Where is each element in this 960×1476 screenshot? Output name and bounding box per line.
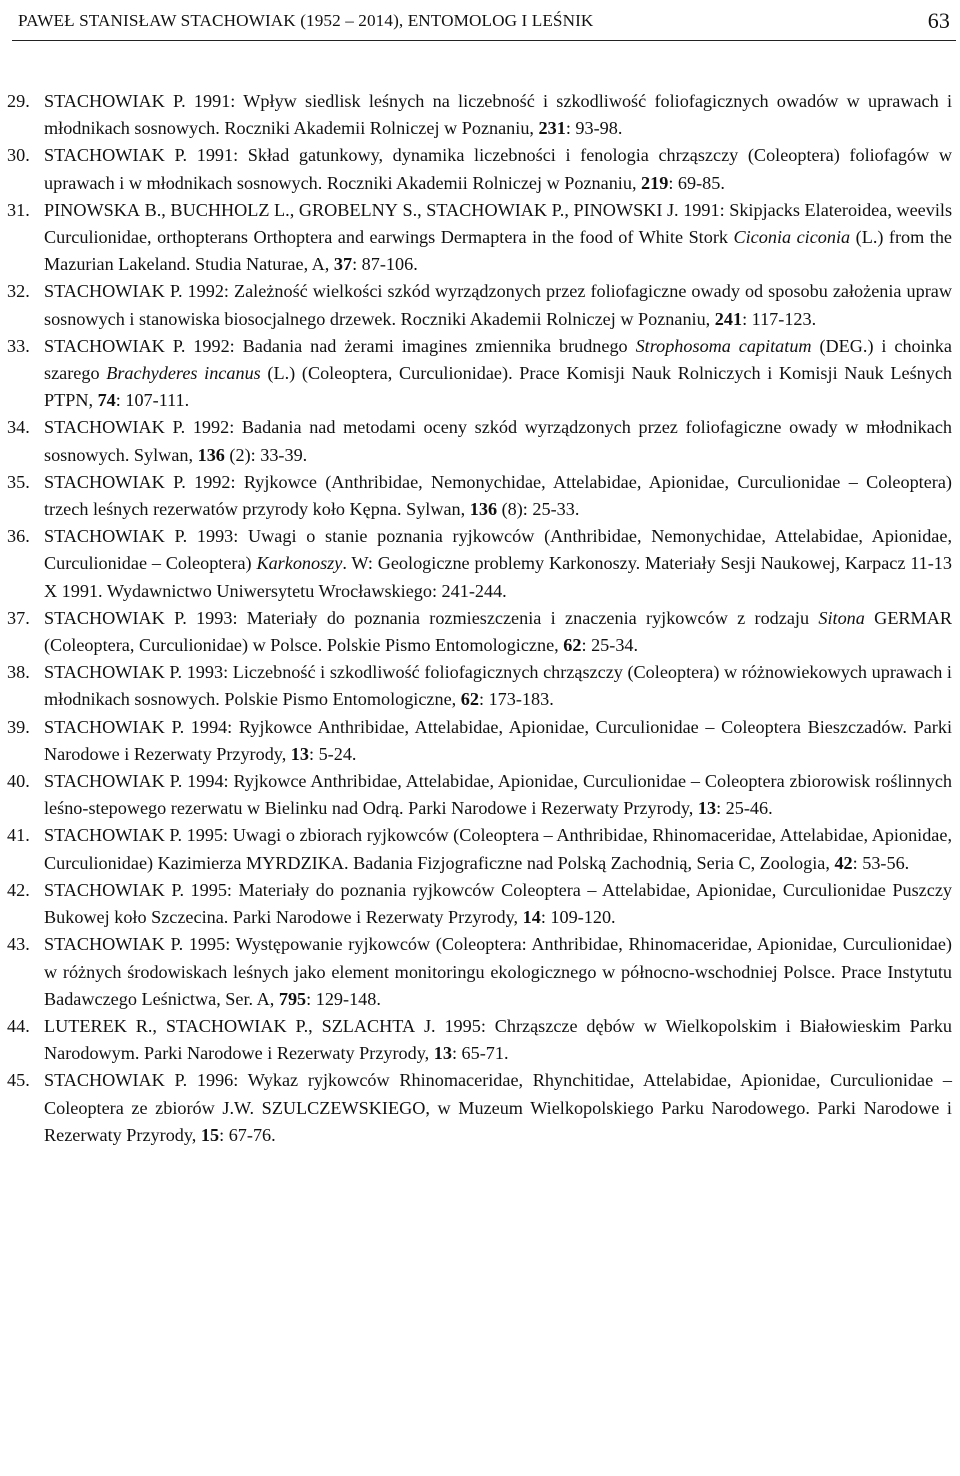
reference-text: , w Muzeum Wielkopolskiego Parku Narodowego. Parki Narodowe i Rezerwaty Przyrody, — [44, 1097, 952, 1145]
reference-number: 43. — [7, 934, 30, 955]
reference-text: TACHOWIAK — [436, 199, 548, 220]
reference-text: S — [44, 417, 55, 438]
running-title: PAWEŁ STANISŁAW STACHOWIAK (1952 – 2014), ENTOMOLOG I LEŚNIK — [18, 11, 594, 30]
reference-number: 36. — [7, 526, 30, 547]
reference-text: 74 — [97, 390, 116, 411]
reference-item — [0, 414, 960, 468]
reference-text: S — [44, 526, 55, 547]
reference-item — [0, 1067, 960, 1149]
reference-text: : 109-120. — [540, 907, 616, 928]
reference-text: S — [44, 825, 55, 846]
reference-text: : 69-85. — [668, 172, 725, 193]
reference-text: TACHOWIAK — [54, 91, 165, 111]
reference-text: P. 1992: Ryjkowce (Anthribidae, Nemonychidae, Attelabidae, Apionidae, Curculionidae – Coleoptera) trzech leśnych rezerwatów przyrody koło Kępna. Sylwan, — [44, 471, 952, 520]
reference-text: UTEREK — [55, 1015, 127, 1036]
reference-text: TACHOWIAK — [54, 771, 165, 792]
reference-text: S — [44, 471, 55, 492]
reference-item — [0, 278, 960, 332]
reference-item — [0, 659, 960, 713]
reference-text: S — [44, 934, 55, 955]
reference-list — [0, 88, 960, 1149]
reference-text: ERMAR — [887, 607, 952, 628]
reference-text: P — [44, 199, 55, 220]
reference-number: 35. — [7, 471, 30, 492]
reference-text: TACHOWIAK — [54, 662, 165, 683]
reference-item — [0, 469, 960, 523]
reference-text: S — [44, 335, 55, 356]
reference-text: : 87-106. — [352, 254, 418, 275]
reference-text: P. 1995: Uwagi o zbiorach ryjkowców (Coleoptera – Anthribidae, Rhinomaceridae, Attelabidae, Apionidae, Curculionidae) Kazimierza M — [44, 825, 952, 873]
reference-text: S — [44, 145, 55, 166]
reference-text: Sitona — [818, 607, 865, 628]
reference-text: (Coleoptera, Curculionidae) w Polsce. Polskie Pismo Entomologiczne, — [44, 635, 564, 656]
reference-number: 38. — [7, 662, 30, 683]
reference-text: J. 1995: Chrząszcze dębów w Wielkopolskim i Białowieskim Parku Narodowym. Parki Narodowe i Rezerwaty Przyrody, — [44, 1015, 953, 1064]
reference-text: 15 — [200, 1124, 220, 1145]
reference-text: P. 1992: Badania nad żerami imagines zmiennika brudnego — [164, 335, 636, 356]
reference-number: 33. — [7, 335, 30, 356]
reference-text: TACHOWIAK — [54, 471, 165, 492]
reference-text: 14 — [522, 907, 541, 928]
reference-item — [0, 197, 960, 279]
reference-text: INOWSKI — [583, 199, 663, 220]
reference-text: . Badania Fizjograficzne nad Polską Zachodnią, Seria C, Zoologia, — [344, 852, 835, 873]
reference-text: S — [44, 281, 55, 302]
reference-item — [0, 605, 960, 659]
reference-text: 231 — [538, 118, 566, 139]
reference-text: R., S — [126, 1015, 176, 1036]
reference-text: TACHOWIAK — [54, 825, 165, 846]
reference-text: ZLACHTA — [331, 1015, 416, 1036]
reference-text: : 53-56. — [852, 852, 910, 873]
reference-text: : 65-71. — [451, 1043, 509, 1064]
reference-text: . W: Geologiczne problemy Karkonoszy. Materiały Sesji Naukowej, Karpacz 11-13 X 1991. Wydawnictwo Uniwersytetu Wrocławskiego: 241-244. — [44, 553, 952, 601]
reference-number: 40. — [7, 771, 30, 792]
reference-text: Brachyderes incanus — [106, 363, 261, 384]
reference-text: TACHOWIAK — [54, 526, 165, 547]
reference-text: P. 1993: Materiały do poznania rozmieszczenia i znaczenia ryjkowców z rodzaju — [164, 607, 819, 628]
reference-text: P. 1993: Uwagi o stanie poznania ryjkowców (Anthribidae, Nemonychidae, Attelabidae, Apionidae, Curculionidae – Coleoptera) — [44, 526, 952, 574]
header-rule — [12, 40, 956, 41]
reference-text: (L.) (Coleoptera, Curculionidae). Prace Komisji Nauk Rolniczych i Komisji Nauk Leśnych PTPN, — [44, 363, 952, 411]
reference-text: P. 1994: Ryjkowce Anthribidae, Attelabidae, Apionidae, Curculionidae – Coleoptera Bieszczadów. Parki Narodowe i Rezerwaty Przyrody, — [44, 716, 952, 764]
reference-text: P. 1992: Zależność wielkości szkód wyrządzonych przez foliofagiczne owady od sposobu założenia upraw sosnowych i stanowiska biosocjalnego drzewek. Roczniki Akademii Rolniczej w Poznaniu, — [44, 281, 952, 329]
reference-text: Ciconia ciconia — [733, 227, 851, 248]
reference-number: 45. — [7, 1070, 30, 1091]
reference-number: 39. — [7, 716, 30, 737]
reference-text: S — [44, 607, 55, 628]
running-header — [18, 4, 952, 38]
reference-text: TACHOWIAK — [54, 607, 165, 628]
reference-number: 31. — [7, 199, 30, 220]
reference-text: 219 — [641, 172, 669, 193]
reference-text: S — [44, 91, 55, 111]
reference-number: 34. — [7, 417, 30, 438]
reference-text: TACHOWIAK — [54, 934, 165, 955]
reference-text: S — [44, 879, 55, 900]
reference-text: 37 — [333, 254, 353, 275]
reference-item — [0, 714, 960, 768]
reference-text: 13 — [290, 743, 309, 764]
reference-text: P. 1994: Ryjkowce Anthribidae, Attelabidae, Apionidae, Curculionidae – Coleoptera zbiorowisk roślinnych leśno-stepowego rezerwatu w Bielinku nad Odrą. Parki Narodowe i Rezerwaty Przyrody, — [44, 771, 952, 819]
reference-text: 136 — [469, 499, 498, 520]
reference-item — [0, 523, 960, 605]
reference-text: J. 1991: Skipjacks Elateroidea, weevils Curculionidae, orthopterans Orthoptera and earwings Dermaptera in the food of White Stork — [44, 199, 953, 248]
reference-text: : 117-123. — [742, 308, 817, 329]
reference-text: P. 1991: Skład gatunkowy, dynamika liczebności i fenologia chrząszczy (Coleoptera) foliofagów w uprawach i w młodnikach sosnowych. Roczniki Akademii Rolniczej w Poznaniu, — [44, 145, 952, 193]
reference-text: : 25-46. — [716, 798, 773, 819]
reference-text: P. 1995: Występowanie ryjkowców (Coleoptera: Anthribidae, Rhinomaceridae, Apionidae, Curculionidae) w różnych środowiskach leśnych jako element monitoringu ekologicznego w północno-wschodniej Polsce. Prace Instytutu Badawczego Leśnictwa, Ser. A, — [44, 934, 952, 1009]
reference-number: 37. — [7, 607, 30, 628]
reference-text: : 107-111. — [115, 390, 190, 411]
reference-number: 30. — [7, 145, 30, 166]
reference-text: EG — [838, 335, 863, 356]
reference-number: 29. — [7, 91, 30, 111]
reference-text: TACHOWIAK — [54, 335, 165, 356]
reference-text: : 129-148. — [306, 988, 381, 1009]
reference-number: 42. — [7, 879, 30, 900]
reference-text: P. 1995: Materiały do poznania ryjkowców Coleoptera – Attelabidae, Apionidae, Curculionidae Puszczy Bukowej koło Szczecina. Parki Narodowe i Rezerwaty Przyrody, — [44, 879, 952, 928]
reference-text: P., P — [547, 199, 584, 220]
reference-text: B., B — [140, 199, 183, 220]
reference-text: P. 1993: Liczebność i szkodliwość foliofagicznych chrząszczy (Coleoptera) w różnowiekowych uprawach i młodnikach sosnowych. Polskie Pismo Entomologiczne, — [44, 662, 952, 710]
reference-item — [0, 768, 960, 822]
reference-text: ZULCZEWSKIEGO — [271, 1097, 426, 1118]
reference-text: TACHOWIAK — [54, 417, 165, 438]
reference-text: 13 — [433, 1043, 452, 1064]
reference-text: (D — [811, 335, 839, 356]
reference-item — [0, 333, 960, 415]
reference-text: : 25-34. — [581, 635, 639, 656]
reference-text: UCHHOLZ — [182, 199, 270, 220]
page-number: 63 — [927, 8, 950, 33]
reference-text: L., G — [269, 199, 312, 220]
reference-text: YRDZIKA — [262, 852, 345, 873]
reference-text: : 5-24. — [308, 743, 357, 764]
reference-text: TACHOWIAK — [54, 1070, 165, 1091]
reference-text: (8): 25-33. — [497, 499, 580, 520]
reference-text: : 173-183. — [478, 689, 554, 710]
reference-item — [0, 822, 960, 876]
reference-text: S., S — [397, 199, 437, 220]
reference-number: 32. — [7, 281, 30, 302]
reference-text: 42 — [834, 852, 853, 873]
reference-text: (L.) from the Mazurian Lakeland. Studia Naturae, A, — [44, 227, 953, 275]
reference-text: TACHOWIAK — [175, 1015, 287, 1036]
reference-text: P., S — [286, 1015, 332, 1036]
reference-item — [0, 1013, 960, 1067]
reference-item — [0, 88, 960, 142]
reference-text: S — [44, 716, 55, 737]
reference-text: P. 1991: Wpływ siedlisk leśnych na liczebność i szkodliwość foliofagicznych owadów w uprawach i młodnikach sosnowych. Roczniki Akademii Rolniczej w Poznaniu, — [44, 91, 952, 139]
reference-text: P. 1992: Badania nad metodami oceny szkód wyrządzonych przez foliofagiczne owady w młodnikach sosnowych. Sylwan, — [44, 417, 952, 465]
reference-item — [0, 877, 960, 931]
reference-text: TACHOWIAK — [54, 716, 165, 737]
reference-text: ROBELNY — [311, 199, 398, 220]
reference-text: TACHOWIAK — [54, 145, 165, 166]
reference-text: .) i choinka szarego — [44, 335, 952, 384]
reference-text: S — [44, 771, 55, 792]
reference-text: 62 — [563, 635, 582, 656]
reference-text: L — [44, 1015, 56, 1036]
reference-item — [0, 142, 960, 196]
reference-text: (2): 33-39. — [224, 444, 308, 465]
reference-text: 241 — [714, 308, 743, 329]
reference-text: 62 — [460, 689, 479, 710]
reference-text: TACHOWIAK — [54, 879, 165, 900]
reference-text: 136 — [197, 444, 225, 465]
reference-number: 44. — [7, 1015, 30, 1036]
reference-text: S — [44, 1070, 55, 1091]
reference-text: Strophosoma capitatum — [635, 335, 812, 356]
reference-text: INOWSKA — [54, 199, 141, 220]
reference-text: 13 — [697, 798, 717, 819]
reference-text: G — [864, 607, 888, 628]
reference-text: TACHOWIAK — [54, 281, 165, 302]
reference-text: : 93-98. — [565, 118, 623, 139]
reference-text: Karkonoszy — [256, 553, 343, 574]
reference-item — [0, 931, 960, 1013]
reference-text: P. 1996: Wykaz ryjkowców Rhinomaceridae, Rhynchitidae, Attelabidae, Apionidae, Curculionidae – Coleoptera ze zbiorów J.W. S — [44, 1070, 952, 1118]
reference-text: S — [44, 662, 55, 683]
reference-text: 795 — [278, 988, 307, 1009]
reference-text: : 67-76. — [219, 1124, 276, 1145]
reference-number: 41. — [7, 825, 30, 846]
